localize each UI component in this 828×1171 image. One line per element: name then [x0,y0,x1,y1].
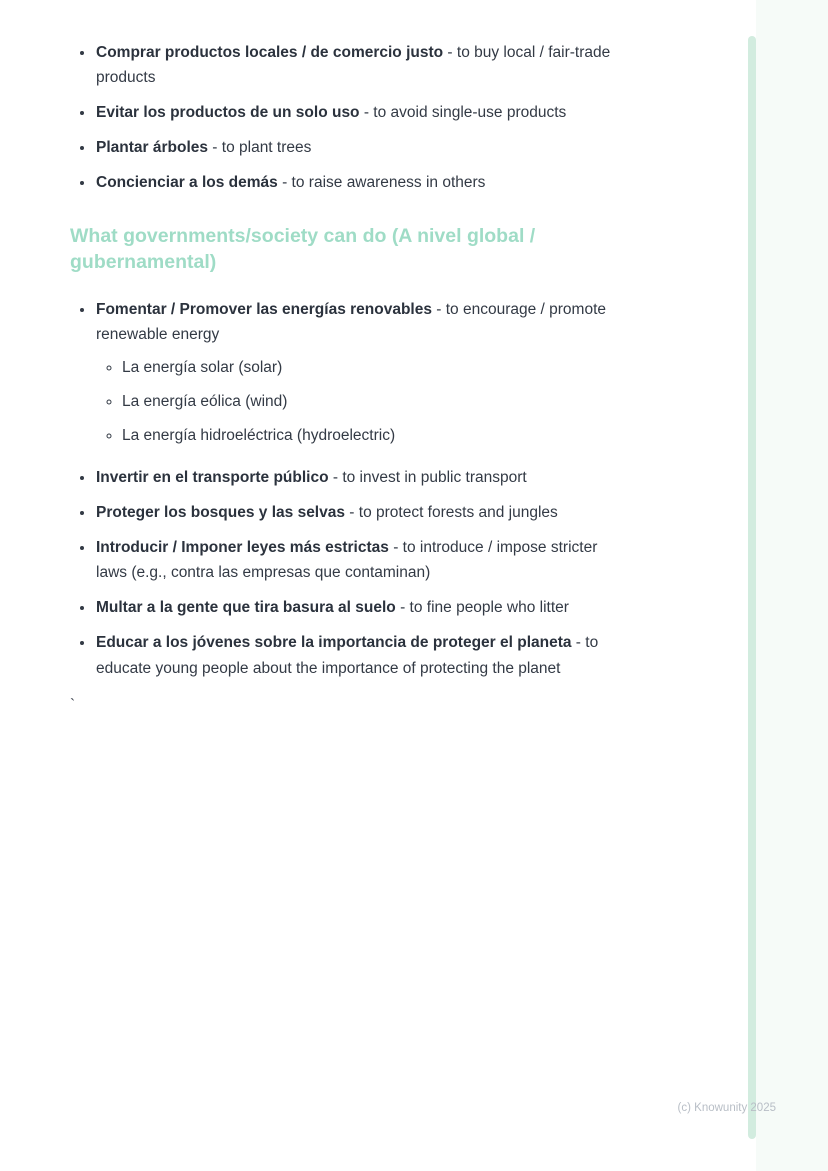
bullet-list-individual-actions [70,40,632,196]
list-item [95,100,632,125]
stray-character: ` [70,696,76,714]
spanish-term: Educar a los jóvenes sobre la importancia de proteger el planeta [96,634,572,652]
list-item [95,135,632,160]
sub-list-item: ◦ La energía eólica (wind) [122,389,632,414]
english-translation: - to invest in public transport [328,468,527,486]
page-right-margin [756,0,828,1171]
list-item [95,535,632,585]
bullet-list-government-actions [70,297,632,680]
spanish-term: Multar a la gente que tira basura al suelo [96,599,396,617]
english-translation: - to buy local / fair-trade products [96,44,611,87]
english-translation: - to protect forests and jungles [344,504,558,522]
notes-content [70,40,632,718]
list-item [95,630,632,680]
english-translation: - to educate young people about the importance of protecting the planet [96,634,599,677]
list-item [95,170,632,195]
spanish-term: Concienciar a los demás [96,174,278,192]
list-item [95,297,632,448]
list-item [95,465,632,490]
sub-list-item: ◦ La energía hidroeléctrica (hydroelectric) [122,423,632,448]
section-heading: What governments/society can do (A nivel global / gubernamental) [70,224,536,274]
spanish-term: Evitar los productos de un solo uso [96,104,360,122]
copyright-footer: (c) Knowunity 2025 [677,1102,776,1114]
list-item [95,40,632,90]
list-item [95,500,632,525]
english-translation: - to fine people who litter [395,599,569,617]
accent-bar [748,36,756,1139]
spanish-term: Proteger los bosques y las selvas [96,504,345,522]
english-translation: - to encourage / promote renewable energy [96,301,607,344]
spanish-term: Fomentar / Promover las energías renovables [96,301,432,319]
spanish-term: Comprar productos locales / de comercio justo [96,44,444,61]
sub-list-item: ◦ La energía solar (solar) [122,355,632,380]
english-translation: - to introduce / impose stricter laws (e.g., contra las empresas que contaminan) [96,539,598,582]
spanish-term: Invertir en el transporte público [96,468,329,486]
english-translation: - to raise awareness in others [277,174,486,192]
list-item [95,595,632,620]
spanish-term: Plantar árboles [96,139,208,157]
sub-bullet-list-renewables [96,355,632,448]
english-translation: - to plant trees [208,139,312,157]
english-translation: - to avoid single-use products [359,104,567,122]
spanish-term: Introducir / Imponer leyes más estrictas [96,539,389,557]
